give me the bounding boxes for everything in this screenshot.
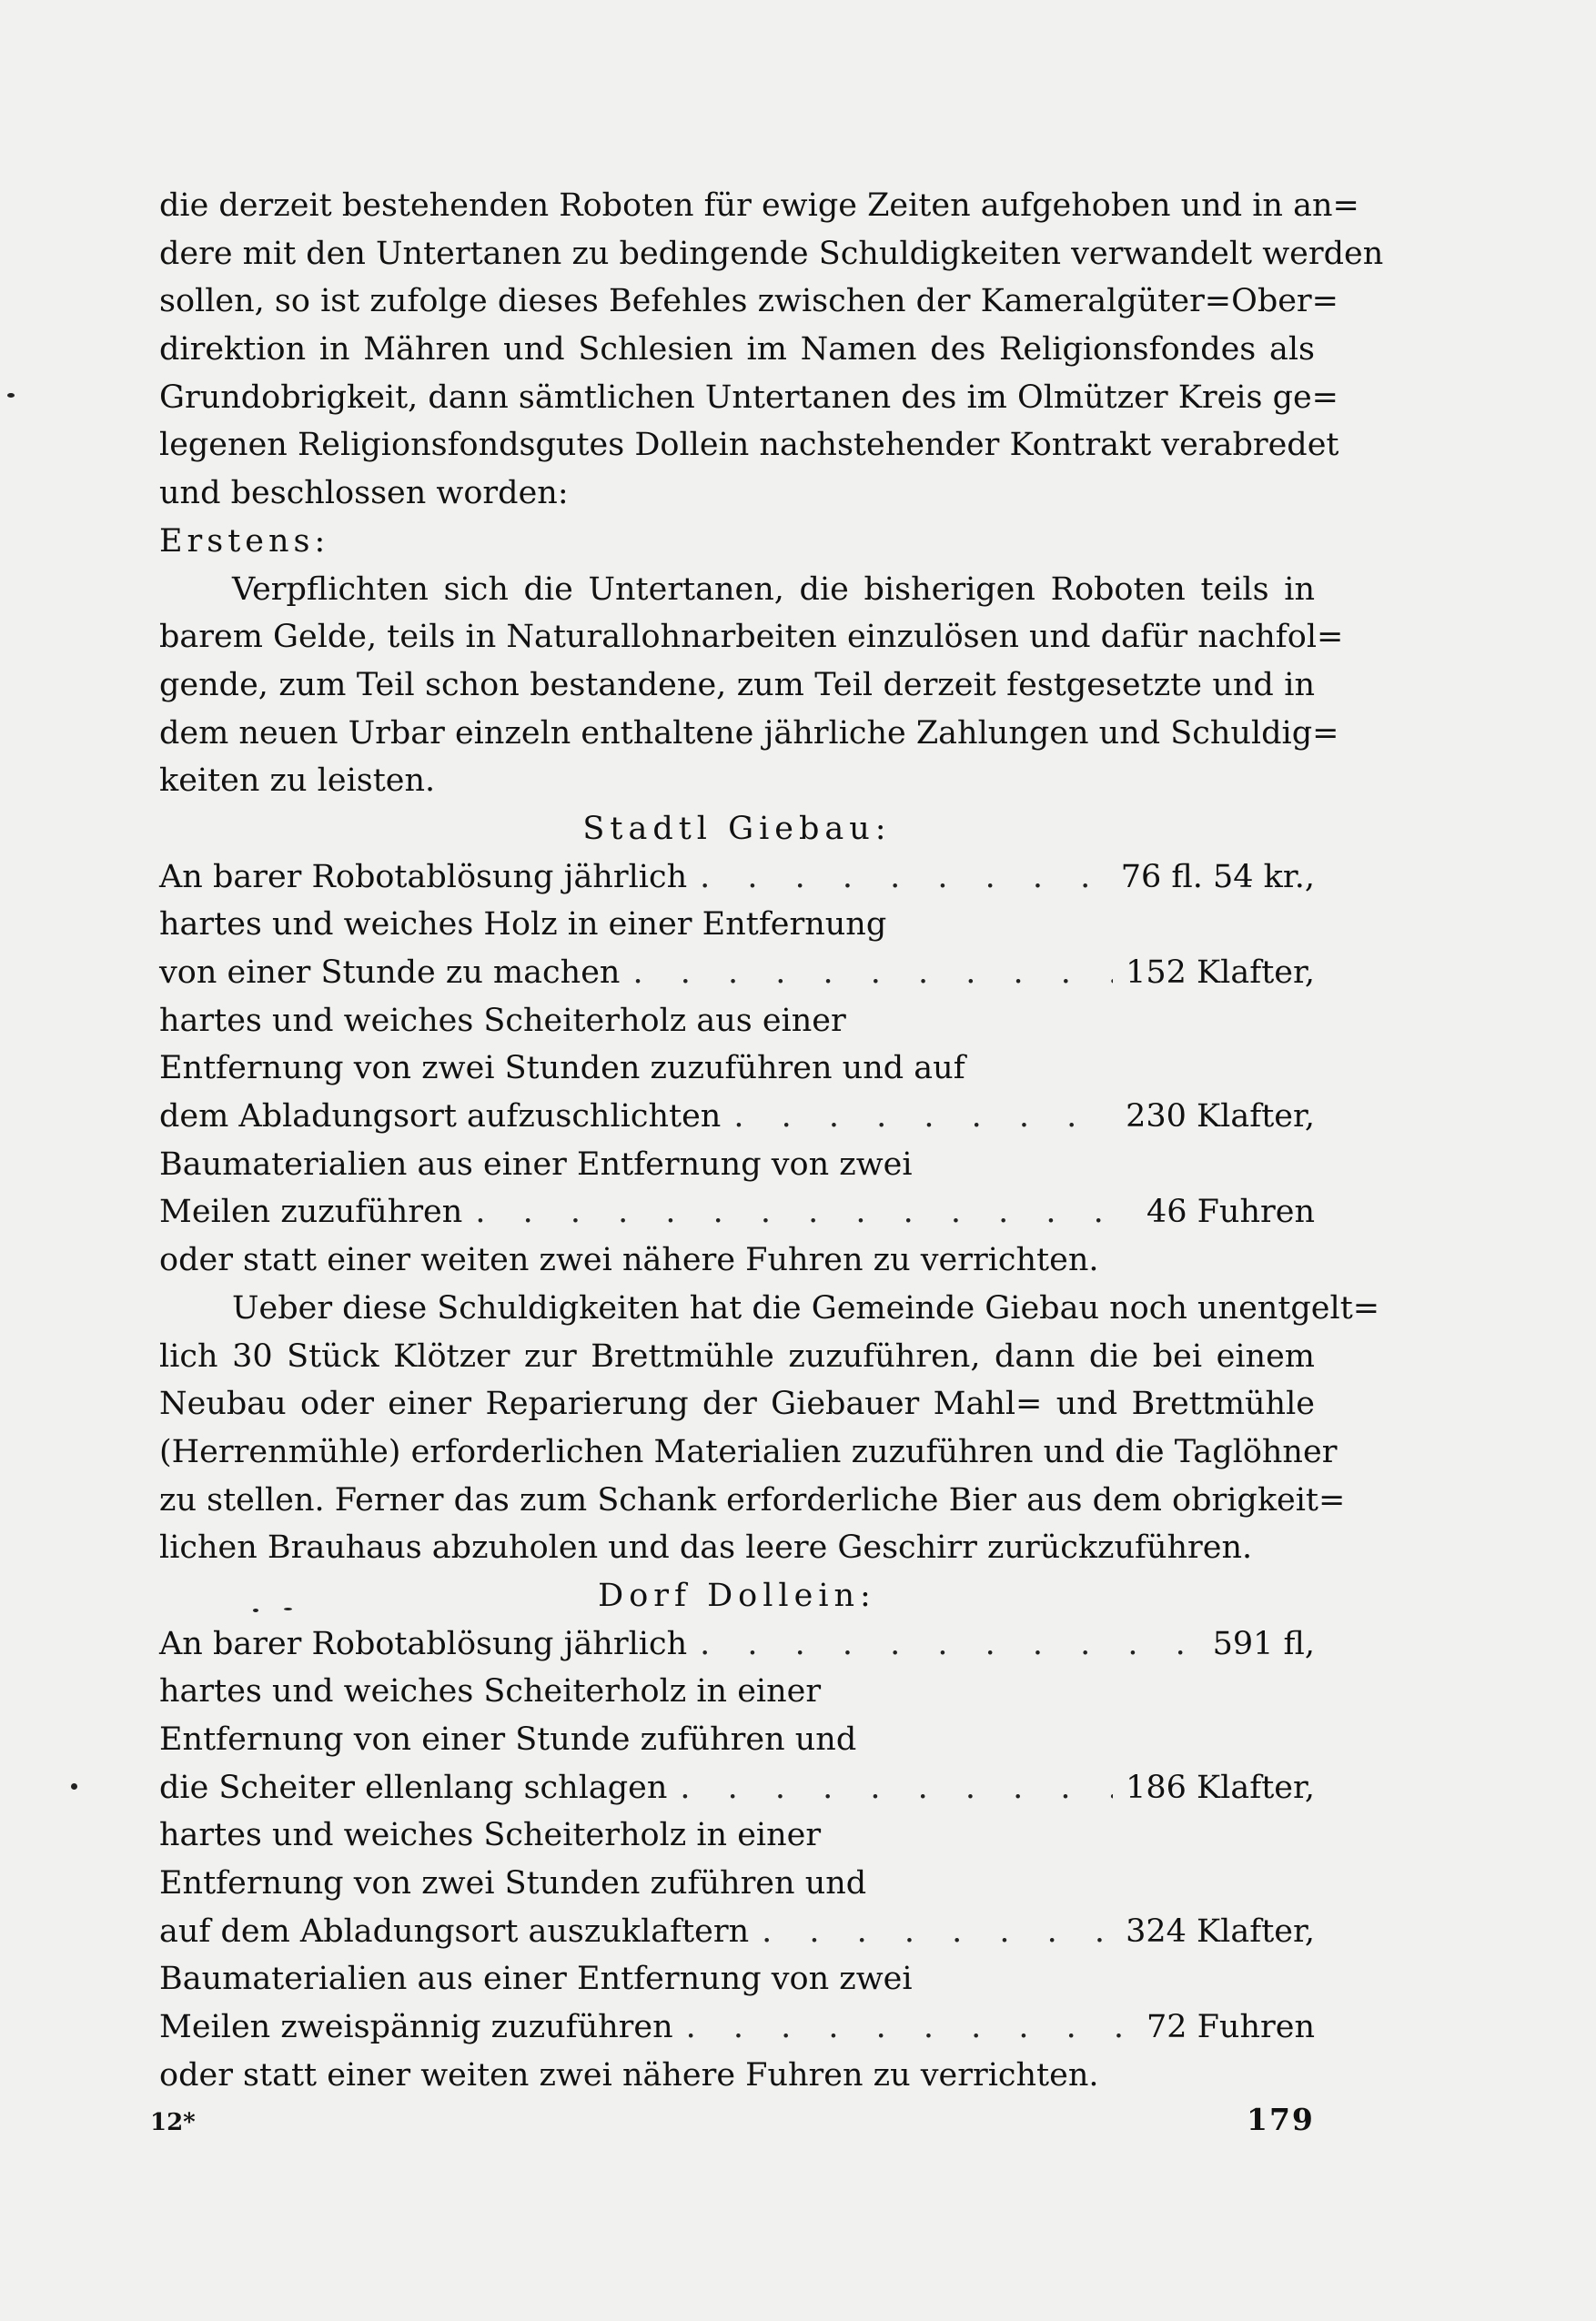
- text-line: barem Gelde, teils in Naturallohnarbeiten einzulösen und dafür nachfol=: [159, 619, 1344, 656]
- text-line: lich 30 Stück Klötzer zur Brettmühle zuzuführen, dann die bei einem: [159, 1337, 1315, 1375]
- text-line: Entfernung von zwei Stunden zuführen und: [159, 1865, 867, 1902]
- text-line: hartes und weiches Scheiterholz in einer: [159, 1673, 822, 1710]
- text-line: dere mit den Untertanen zu bedingende Schuldigkeiten verwandelt werden: [159, 235, 1384, 272]
- obligation-desc: Meilen zuzuführen: [159, 1194, 463, 1231]
- obligation-amount: 46 Fuhren: [1146, 1194, 1315, 1231]
- erstens-label: Erstens:: [159, 522, 330, 560]
- giebau-paragraph: [159, 1285, 1380, 1572]
- obligation-desc: von einer Stunde zu machen: [159, 954, 621, 991]
- text-line: hartes und weiches Scheiterholz aus einer: [159, 1002, 846, 1039]
- section-stadtl-giebau: [159, 805, 1380, 1572]
- text-line: Neubau oder einer Reparierung der Giebauer Mahl= und Brettmühle: [159, 1386, 1315, 1423]
- text-line: Verpflichten sich die Untertanen, die bisherigen Roboten teils in: [232, 570, 1315, 608]
- text-line: Entfernung von einer Stunde zuführen und: [159, 1721, 857, 1758]
- signature-mark: 12*: [150, 2109, 196, 2136]
- text-line: oder statt einer weiten zwei nähere Fuhren zu verrichten.: [159, 2056, 1099, 2094]
- paragraph-2: [159, 566, 1344, 805]
- obligation-desc: An barer Robotablösung jährlich: [159, 858, 688, 895]
- text-line: zu stellen. Ferner das zum Schank erforderliche Bier aus dem obrigkeit=: [159, 1481, 1346, 1519]
- obligation-amount: 591 fl,: [1212, 1625, 1315, 1662]
- print-speck: [7, 393, 15, 398]
- leader-dots: [762, 1908, 1113, 1956]
- obligation-row: [159, 1093, 1315, 1141]
- section-heading: Stadtl Giebau:: [582, 810, 892, 847]
- obligation-row: [159, 1764, 1315, 1812]
- text-line: Baumaterialien aus einer Entfernung von zwei: [159, 1145, 913, 1183]
- text-line: dem neuen Urbar einzeln enthaltene jährliche Zahlungen und Schuldig=: [159, 714, 1339, 752]
- leader-dots: [686, 2003, 1134, 2052]
- text-line: hartes und weiches Scheiterholz in einer: [159, 1817, 822, 1854]
- leader-dots: [700, 1620, 1199, 1669]
- obligation-row: [159, 1188, 1315, 1236]
- obligation-amount: 72 Fuhren: [1146, 2009, 1315, 2046]
- text-line: sollen, so ist zufolge dieses Befehles zwischen der Kameralgüter=Ober=: [159, 283, 1338, 320]
- text-line: direktion in Mähren und Schlesien im Namen des Religionsfondes als: [159, 331, 1315, 368]
- obligation-amount: 76 fl. 54 kr.,: [1120, 858, 1315, 895]
- obligation-desc: dem Abladungsort aufzuschlichten: [159, 1098, 722, 1135]
- print-speck: [253, 1609, 258, 1612]
- print-speck: [71, 1783, 77, 1790]
- obligation-desc: An barer Robotablösung jährlich: [159, 1625, 688, 1662]
- obligation-row: [159, 1620, 1315, 1669]
- text-line: keiten zu leisten.: [159, 762, 436, 800]
- text-line: Grundobrigkeit, dann sämtlichen Untertanen des im Olmützer Kreis ge=: [159, 378, 1339, 416]
- leader-dots: [475, 1188, 1134, 1236]
- text-line: und beschlossen worden:: [159, 475, 569, 512]
- text-line: lichen Brauhaus abzuholen und das leere Geschirr zurückzuführen.: [159, 1529, 1253, 1567]
- leader-dots: [680, 1764, 1113, 1812]
- obligation-amount: 186 Klafter,: [1126, 1769, 1315, 1806]
- obligation-row: [159, 2003, 1315, 2052]
- obligation-row: [159, 1908, 1315, 1956]
- obligation-amount: 230 Klafter,: [1126, 1098, 1315, 1135]
- text-line: oder statt einer weiten zwei nähere Fuhren zu verrichten.: [159, 1242, 1099, 1279]
- obligation-amount: 152 Klafter,: [1126, 954, 1315, 991]
- obligation-row: [159, 853, 1315, 902]
- section-heading: Dorf Dollein:: [598, 1577, 876, 1614]
- leader-dots: [700, 853, 1108, 902]
- obligation-desc: Meilen zweispännig zuzuführen: [159, 2009, 673, 2046]
- obligation-desc: die Scheiter ellenlang schlagen: [159, 1769, 668, 1806]
- text-line: Baumaterialien aus einer Entfernung von zwei: [159, 1961, 913, 1998]
- paragraph-1: [159, 182, 1384, 518]
- page-number: 179: [1247, 2102, 1315, 2137]
- obligation-amount: 324 Klafter,: [1126, 1912, 1315, 1950]
- text-line: (Herrenmühle) erforderlichen Materialien zuzuführen und die Taglöhner: [159, 1433, 1338, 1470]
- obligation-desc: auf dem Abladungsort auszuklaftern: [159, 1912, 750, 1950]
- leader-dots: [632, 949, 1113, 997]
- text-line: die derzeit bestehenden Roboten für ewige Zeiten aufgehoben und in an=: [159, 187, 1359, 224]
- text-line: Ueber diese Schuldigkeiten hat die Gemeinde Giebau noch unentgelt=: [232, 1289, 1380, 1327]
- text-line: hartes und weiches Holz in einer Entfernung: [159, 906, 887, 944]
- text-line: legenen Religionsfondsgutes Dollein nachstehender Kontrakt verabredet: [159, 427, 1339, 464]
- section-dorf-dollein: [159, 1572, 1315, 2100]
- obligation-row: [159, 949, 1315, 997]
- page-body: [159, 182, 1384, 2100]
- print-speck: [284, 1608, 292, 1610]
- text-line: Entfernung von zwei Stunden zuzuführen und auf: [159, 1050, 965, 1087]
- text-line: gende, zum Teil schon bestandene, zum Teil derzeit festgesetzte und in: [159, 666, 1315, 703]
- leader-dots: [733, 1093, 1113, 1141]
